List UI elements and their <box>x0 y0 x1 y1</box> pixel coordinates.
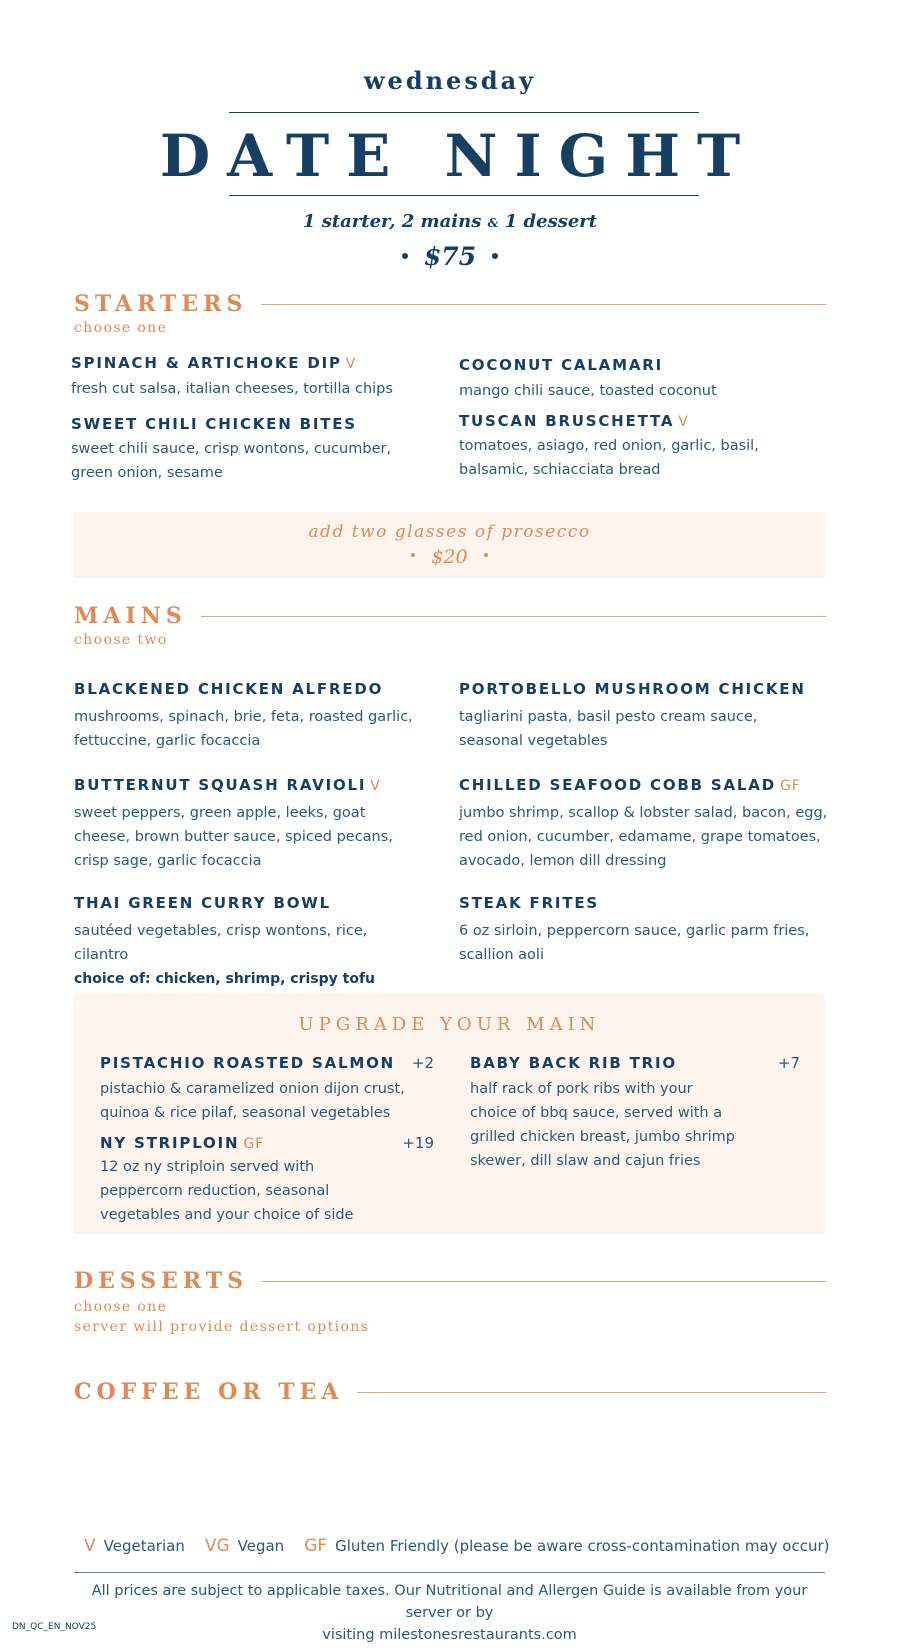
mains-heading: MAINS <box>74 603 187 629</box>
footer-disclaimer <box>74 1580 825 1646</box>
desserts-section-header <box>74 1268 826 1294</box>
footer-line-1: All prices are subject to applicable taxes. Our Nutritional and Allergen Guide is available from your server or by <box>91 1583 808 1621</box>
starter-item <box>459 356 829 403</box>
menu-price-value: $75 <box>423 242 477 271</box>
item-name: TUSCAN BRUSCHETTA V <box>459 412 689 430</box>
dietary-legend <box>84 1536 829 1556</box>
coffee-section-header <box>74 1379 826 1405</box>
item-description: tagliarini pasta, basil pesto cream sauce, seasonal vegetables <box>459 709 758 749</box>
item-description: sautéed vegetables, crisp wontons, rice, cilantro choice of: chicken, shrimp, crispy tofu <box>74 919 424 991</box>
dietary-tag: GF <box>779 778 801 794</box>
upgrade-price: +2 <box>411 1054 434 1072</box>
item-description: jumbo shrimp, scallop & lobster salad, bacon, egg, red onion, cucumber, edamame, grape tomatoes, avocado, lemon dill dressing <box>459 805 828 869</box>
main-item <box>74 894 424 991</box>
desserts-note: server will provide dessert options <box>74 1319 370 1335</box>
dietary-tag: V <box>370 778 381 794</box>
dietary-tag: V <box>678 414 689 430</box>
legend-vg-label: Vegan <box>237 1537 285 1555</box>
desserts-heading: DESSERTS <box>74 1268 249 1294</box>
item-description: mushrooms, spinach, brie, feta, roasted garlic, fettuccine, garlic focaccia <box>74 709 413 749</box>
legend-v-abbr: V <box>84 1536 96 1556</box>
upgrade-item <box>470 1054 800 1173</box>
item-description: half rack of pork ribs with your choice of bbq sauce, served with a grilled chicken breast, jumbo shrimp skewer, dill slaw and cajun fries <box>470 1081 735 1169</box>
main-item <box>74 776 424 873</box>
item-name: BABY BACK RIB TRIO <box>470 1054 677 1072</box>
bullet-icon <box>402 253 408 259</box>
prosecco-text: add two glasses of prosecco <box>308 522 591 542</box>
starters-subheading: choose one <box>74 320 168 336</box>
deal-description <box>0 211 900 232</box>
header-divider-bottom <box>229 195 699 196</box>
item-description: 6 oz sirloin, peppercorn sauce, garlic parm fries, scallion aoli <box>459 923 810 963</box>
prosecco-price: $20 <box>74 546 825 568</box>
deal-ampersand: & <box>487 216 499 230</box>
deal-part-2: 1 dessert <box>504 211 598 232</box>
item-name: SWEET CHILI CHICKEN BITES <box>71 415 357 433</box>
starter-item <box>459 412 829 482</box>
main-item <box>459 894 834 967</box>
item-name: THAI GREEN CURRY BOWL <box>74 894 331 912</box>
menu-day: wednesday <box>363 66 537 95</box>
starters-section-header <box>74 291 826 317</box>
upgrade-price: +7 <box>777 1054 800 1072</box>
prosecco-promo <box>74 512 825 578</box>
item-name: SPINACH & ARTICHOKE DIP V <box>71 354 357 372</box>
upgrade-price: +19 <box>402 1134 434 1152</box>
item-name: COCONUT CALAMARI <box>459 356 663 374</box>
desserts-subheading: choose one <box>74 1299 168 1315</box>
legend-v-label: Vegetarian <box>103 1537 185 1555</box>
mains-section-header <box>74 603 826 629</box>
header-divider-top <box>229 112 699 113</box>
menu-title: DATE NIGHT <box>159 122 758 190</box>
legend-gf-abbr: GF <box>304 1536 328 1556</box>
item-description: 12 oz ny striploin served with peppercorn reduction, seasonal vegetables and your choice of side <box>100 1159 354 1223</box>
starter-item <box>71 354 431 401</box>
item-description: tomatoes, asiago, red onion, garlic, basil, balsamic, schiacciata bread <box>459 438 759 478</box>
protein-choice: choice of: chicken, shrimp, crispy tofu <box>74 971 376 987</box>
main-item <box>459 776 834 873</box>
item-name: BUTTERNUT SQUASH RAVIOLI V <box>74 776 381 794</box>
item-description: fresh cut salsa, italian cheeses, tortilla chips <box>71 381 393 397</box>
item-name: PISTACHIO ROASTED SALMON <box>100 1054 396 1072</box>
dietary-tag: V <box>345 356 357 372</box>
item-description: sweet chili sauce, crisp wontons, cucumber, green onion, sesame <box>71 441 392 481</box>
menu-price <box>0 242 900 271</box>
main-item <box>74 680 424 753</box>
footer-line-2: visiting milestonesrestaurants.com <box>322 1627 577 1643</box>
item-description: sweet peppers, green apple, leeks, goat cheese, brown butter sauce, spiced pecans, crisp sage, garlic focaccia <box>74 805 393 869</box>
mains-subheading: choose two <box>74 632 168 648</box>
dietary-tag: GF <box>243 1136 265 1152</box>
bullet-icon <box>492 253 498 259</box>
upgrade-heading: UPGRADE YOUR MAIN <box>298 1014 601 1035</box>
legend-gf-label: Gluten Friendly (please be aware cross-contamination may occur) <box>335 1537 830 1555</box>
bullet-icon <box>411 553 415 557</box>
section-divider <box>357 1392 826 1393</box>
deal-part-1: 1 starter, 2 mains <box>302 211 482 232</box>
legend-vg-abbr: VG <box>204 1536 230 1556</box>
section-divider <box>261 304 826 305</box>
main-item <box>459 680 829 753</box>
upgrade-section <box>74 994 825 1234</box>
upgrade-item <box>100 1134 434 1227</box>
bullet-icon <box>484 553 488 557</box>
starters-heading: STARTERS <box>74 291 248 317</box>
section-divider <box>201 616 826 617</box>
menu-code: DN_QC_EN_NOV25 <box>12 1622 97 1632</box>
item-description: mango chili sauce, toasted coconut <box>459 383 717 399</box>
section-divider <box>262 1281 826 1282</box>
item-name: NY STRIPLOIN GF <box>100 1134 265 1152</box>
coffee-heading: COFFEE OR TEA <box>74 1379 344 1405</box>
item-name: STEAK FRITES <box>459 894 599 912</box>
item-description: pistachio & caramelized onion dijon crust, quinoa & rice pilaf, seasonal vegetables <box>100 1081 405 1121</box>
item-name: PORTOBELLO MUSHROOM CHICKEN <box>459 680 806 698</box>
starter-item <box>71 415 411 485</box>
item-name: BLACKENED CHICKEN ALFREDO <box>74 680 384 698</box>
upgrade-item <box>100 1054 434 1125</box>
item-name: CHILLED SEAFOOD COBB SALAD GF <box>459 776 801 794</box>
footer-divider <box>74 1572 825 1573</box>
